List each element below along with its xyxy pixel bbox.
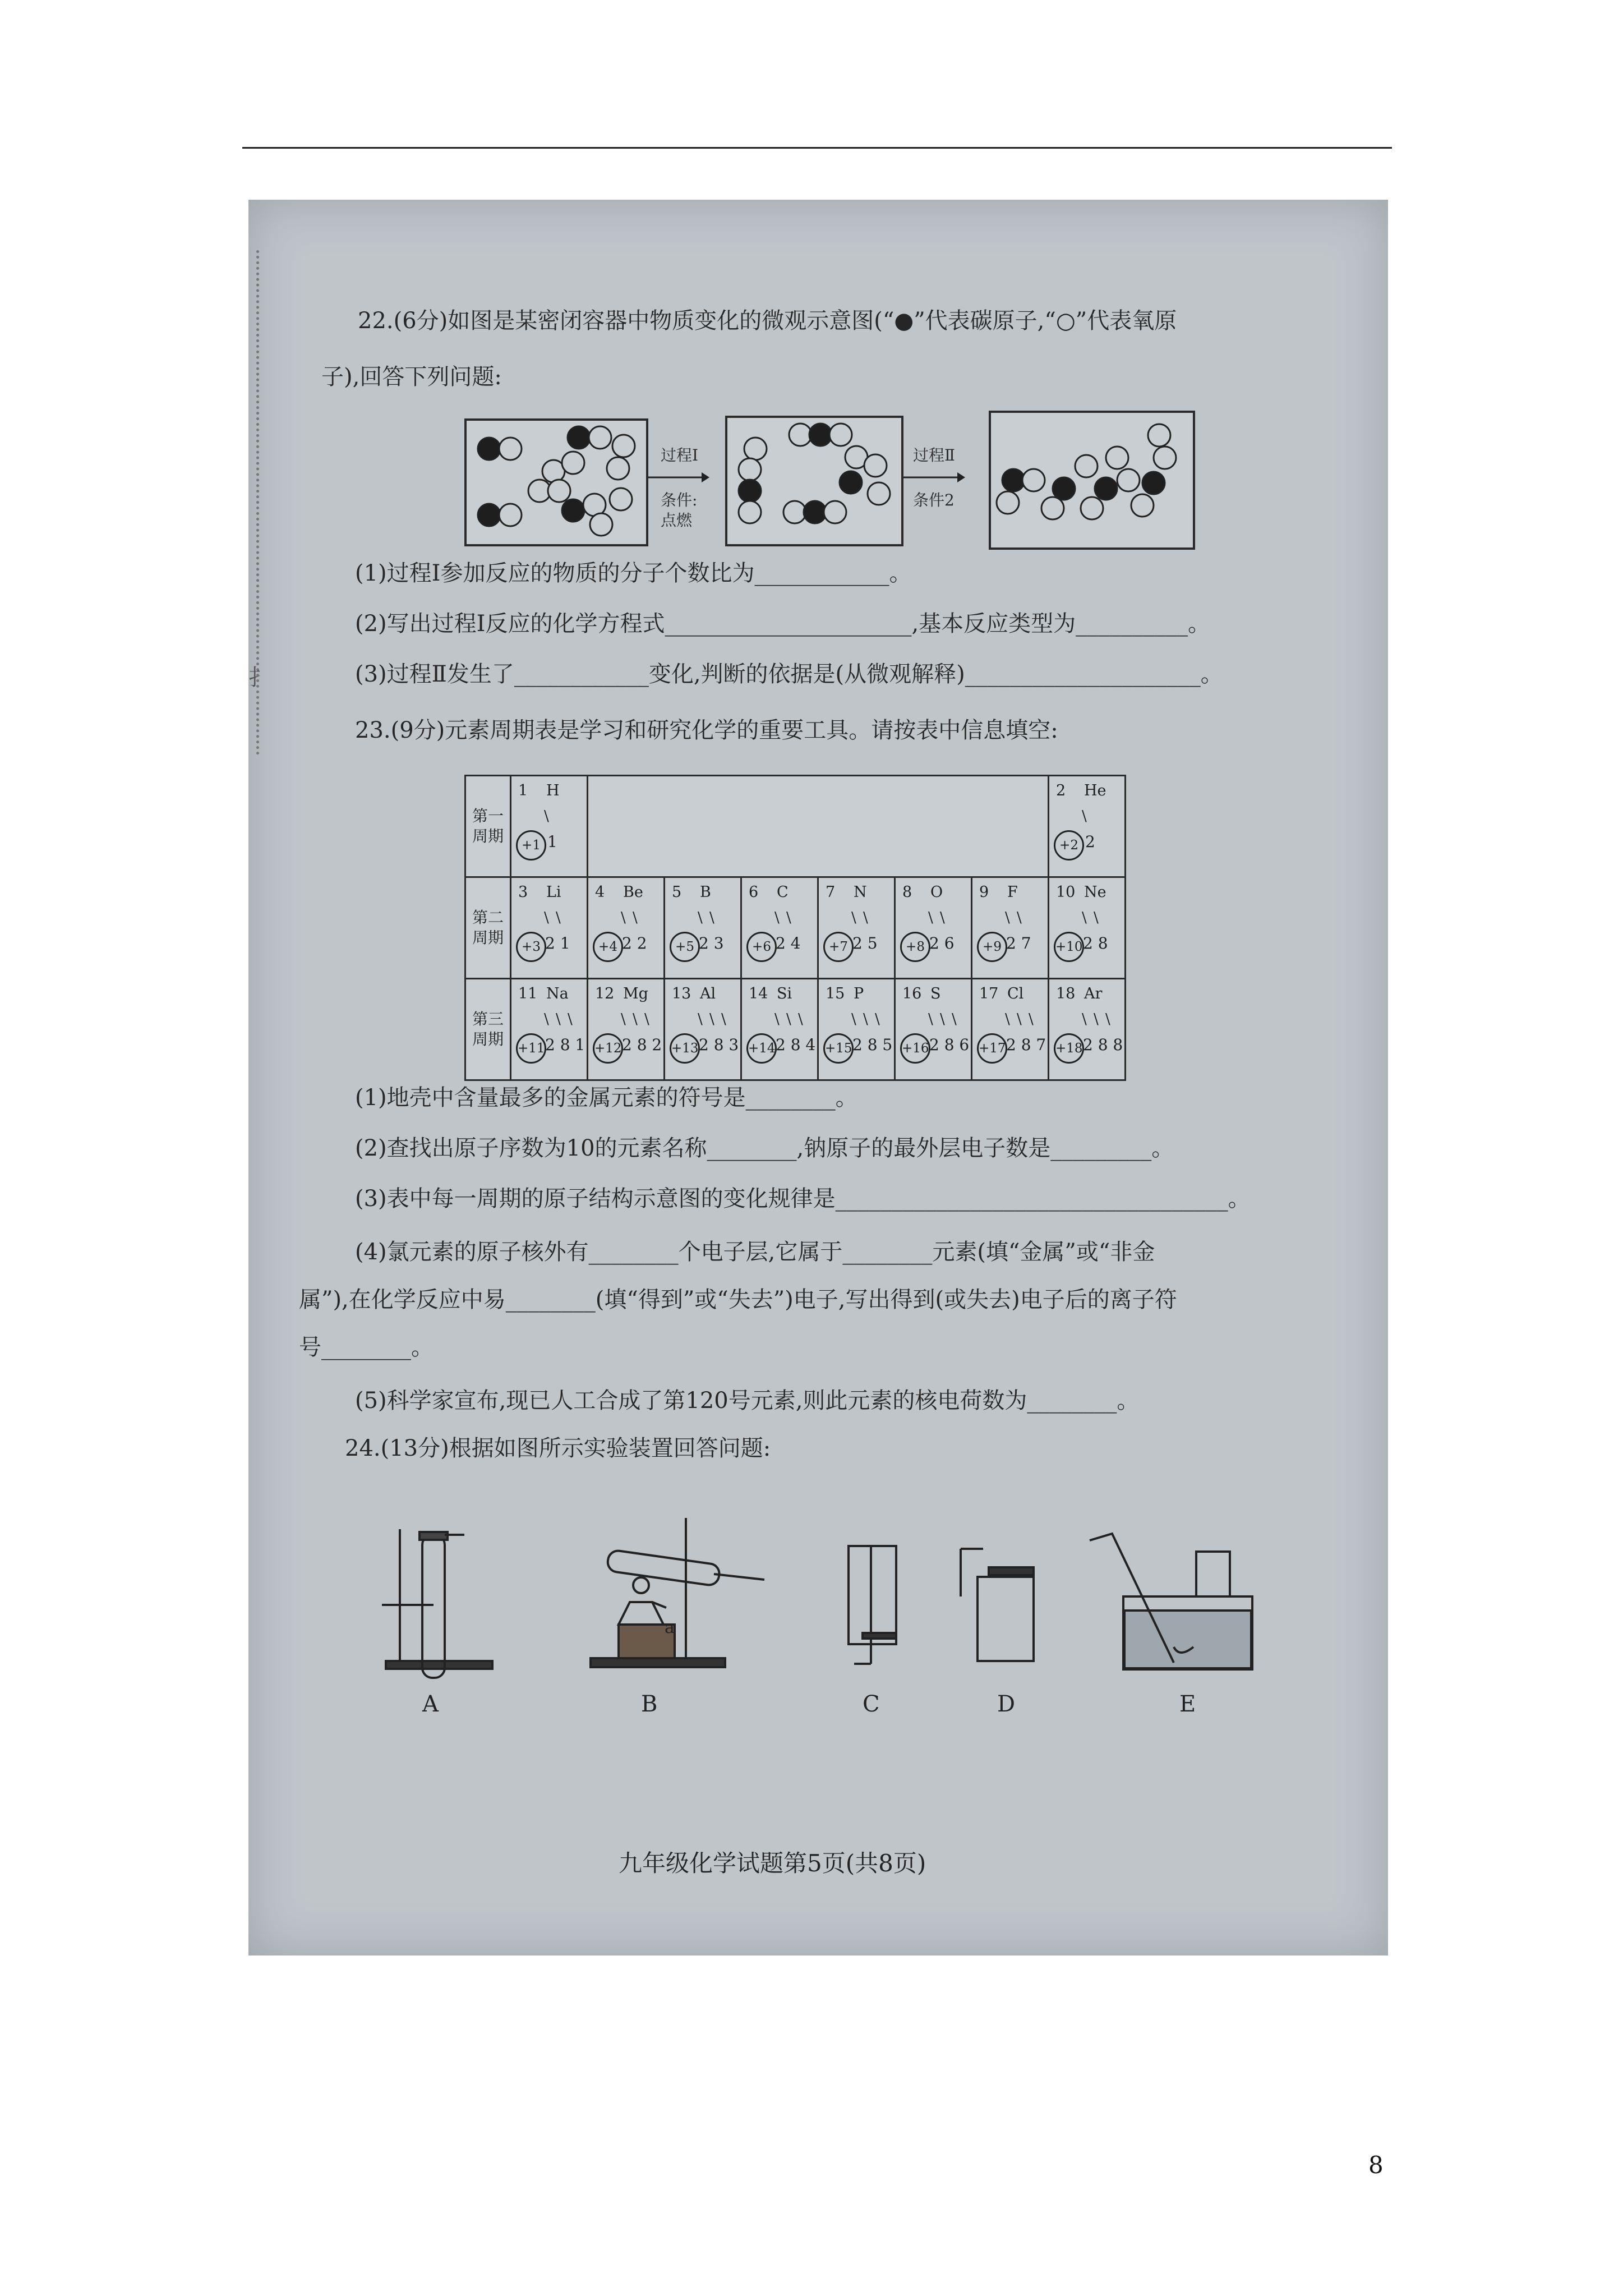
shell-arcs: \ \ \ bbox=[621, 1011, 651, 1028]
arrow-process1 bbox=[648, 469, 709, 486]
apparatus-b bbox=[591, 1518, 764, 1667]
electron-shells: 2 8 5 bbox=[852, 1036, 893, 1054]
shell-arcs: \ \ \ bbox=[698, 1011, 727, 1028]
period-row-2 bbox=[465, 877, 1126, 979]
state-after-box bbox=[989, 411, 1195, 550]
electron-shells: 2 8 8 bbox=[1083, 1036, 1123, 1054]
atomic-number: 3 bbox=[518, 884, 528, 901]
nucleus-charge: +2 bbox=[1054, 830, 1084, 861]
element-symbol: Cl bbox=[1007, 985, 1024, 1002]
shell-arcs: \ \ \ bbox=[851, 1011, 881, 1028]
nucleus-charge: +4 bbox=[593, 932, 623, 962]
element-cell bbox=[511, 877, 588, 979]
element-cell bbox=[818, 979, 895, 1080]
element-symbol: Si bbox=[777, 985, 792, 1002]
electron-shells: 2 7 bbox=[1006, 934, 1031, 953]
electron-shells: 2 8 1 bbox=[545, 1036, 585, 1054]
q23-sub4-line1: (4)氯元素的原子核外有________个电子层,它属于________元素(填“金属”或“非金 bbox=[355, 1239, 1155, 1265]
scanned-exam-page bbox=[248, 200, 1388, 1955]
q23-sub1: (1)地壳中含量最多的金属元素的符号是________。 bbox=[355, 1085, 858, 1111]
period-row-3 bbox=[465, 979, 1126, 1080]
element-symbol: Na bbox=[546, 985, 569, 1002]
electron-shells: 2 8 2 bbox=[622, 1036, 662, 1054]
electron-shells: 2 4 bbox=[776, 934, 801, 953]
q23-sub3: (3)表中每一周期的原子结构示意图的变化规律是___________________________________。 bbox=[355, 1186, 1251, 1212]
q24-intro: 24.(13分)根据如图所示实验装置回答问题: bbox=[345, 1435, 771, 1461]
element-symbol: Ne bbox=[1084, 884, 1106, 901]
element-cell bbox=[1049, 776, 1126, 877]
nucleus-charge: +11 bbox=[516, 1033, 546, 1064]
electron-shells: 2 8 4 bbox=[776, 1036, 816, 1054]
atomic-number: 16 bbox=[902, 985, 922, 1002]
q22-line1: 22.(6分)如图是某密闭容器中物质变化的微观示意图(“●”代表碳原子,“○”代表氧原 bbox=[358, 308, 1177, 334]
electron-shells: 2 6 bbox=[929, 934, 955, 953]
element-symbol: O bbox=[930, 884, 943, 901]
nucleus-charge: +6 bbox=[746, 932, 777, 962]
atomic-number: 14 bbox=[749, 985, 768, 1002]
apparatus-a bbox=[382, 1529, 492, 1678]
atomic-number: 10 bbox=[1056, 884, 1076, 901]
atomic-number: 17 bbox=[979, 985, 999, 1002]
atomic-number: 8 bbox=[902, 884, 912, 901]
electron-shells: 2 1 bbox=[545, 934, 570, 953]
binding-mark: 扌 bbox=[248, 665, 271, 691]
shell-arcs: \ \ bbox=[774, 909, 792, 926]
element-cell bbox=[1049, 877, 1126, 979]
page-number: 8 bbox=[1368, 2151, 1384, 2179]
process1-condition-b: 点燃 bbox=[661, 511, 693, 530]
element-cell bbox=[588, 979, 665, 1080]
element-symbol: Al bbox=[700, 985, 716, 1002]
atomic-number: 4 bbox=[595, 884, 605, 901]
periodic-table bbox=[464, 775, 1126, 1081]
period1-gap bbox=[588, 776, 1049, 877]
apparatus-e bbox=[1090, 1534, 1252, 1669]
period-label: 第三周期 bbox=[465, 979, 511, 1080]
atomic-number: 6 bbox=[749, 884, 759, 901]
process1-label: 过程Ⅰ bbox=[661, 446, 699, 464]
q23-sub4-line2: 属”),在化学反应中易________(填“得到”或“失去”)电子,写出得到(或失去)电子后的离子符 bbox=[299, 1287, 1177, 1313]
nucleus-charge: +7 bbox=[823, 932, 854, 962]
electron-shells: 2 8 7 bbox=[1006, 1036, 1046, 1054]
electron-shells: 2 3 bbox=[699, 934, 724, 953]
q23-intro: 23.(9分)元素周期表是学习和研究化学的重要工具。请按表中信息填空: bbox=[355, 717, 1058, 743]
atomic-number: 5 bbox=[672, 884, 682, 901]
shell-arcs: \ \ bbox=[1005, 909, 1023, 926]
nucleus-charge: +1 bbox=[516, 830, 546, 861]
apparatus-figure bbox=[248, 1518, 1388, 1754]
element-cell bbox=[972, 877, 1049, 979]
shell-arcs: \ bbox=[544, 808, 550, 825]
nucleus-charge: +5 bbox=[670, 932, 700, 962]
nucleus-charge: +16 bbox=[900, 1033, 930, 1064]
element-symbol: S bbox=[930, 985, 941, 1002]
electron-shells: 2 bbox=[1085, 832, 1095, 851]
element-cell bbox=[1049, 979, 1126, 1080]
shell-arcs: \ \ \ bbox=[1005, 1011, 1035, 1028]
electron-shells: 2 5 bbox=[852, 934, 878, 953]
element-cell bbox=[511, 776, 588, 877]
element-symbol: F bbox=[1007, 884, 1018, 901]
element-cell bbox=[895, 979, 972, 1080]
electron-shells: 2 2 bbox=[622, 934, 647, 953]
state-before-box bbox=[464, 418, 648, 546]
element-cell bbox=[741, 877, 818, 979]
element-symbol: Li bbox=[546, 884, 561, 901]
element-symbol: H bbox=[546, 782, 560, 799]
apparatus-c bbox=[849, 1546, 896, 1664]
arrow-process2 bbox=[903, 469, 965, 486]
atomic-number: 13 bbox=[672, 985, 691, 1002]
element-symbol: Be bbox=[623, 884, 643, 901]
shell-arcs: \ \ bbox=[928, 909, 946, 926]
element-symbol: B bbox=[700, 884, 711, 901]
q23-sub2: (2)查找出原子序数为10的元素名称________,钠原子的最外层电子数是_________。 bbox=[355, 1135, 1174, 1161]
nucleus-charge: +9 bbox=[977, 932, 1007, 962]
atomic-number: 2 bbox=[1056, 782, 1066, 799]
atomic-number: 11 bbox=[518, 985, 538, 1002]
atomic-number: 12 bbox=[595, 985, 615, 1002]
nucleus-charge: +8 bbox=[900, 932, 930, 962]
electron-shells: 2 8 bbox=[1083, 934, 1108, 953]
period-label: 第二周期 bbox=[465, 877, 511, 979]
nucleus-charge: +18 bbox=[1054, 1033, 1084, 1064]
element-cell bbox=[741, 979, 818, 1080]
nucleus-charge: +17 bbox=[977, 1033, 1007, 1064]
atomic-number: 9 bbox=[979, 884, 989, 901]
nucleus-charge: +15 bbox=[823, 1033, 854, 1064]
page-footer: 九年级化学试题第5页(共8页) bbox=[619, 1849, 926, 1877]
shell-arcs: \ \ \ bbox=[774, 1011, 804, 1028]
q22-line2: 子),回答下列问题: bbox=[321, 364, 502, 390]
shell-arcs: \ \ bbox=[851, 909, 869, 926]
shell-arcs: \ \ bbox=[621, 909, 639, 926]
q23-sub5: (5)科学家宣布,现已人工合成了第120号元素,则此元素的核电荷数为________。 bbox=[355, 1388, 1140, 1414]
element-cell bbox=[818, 877, 895, 979]
process2-label: 过程Ⅱ bbox=[913, 446, 956, 464]
element-cell bbox=[588, 877, 665, 979]
nucleus-charge: +12 bbox=[593, 1033, 623, 1064]
period-row-1 bbox=[465, 776, 1126, 877]
burner-label: a bbox=[665, 1618, 675, 1637]
atomic-number: 7 bbox=[826, 884, 836, 901]
nucleus-charge: +13 bbox=[670, 1033, 700, 1064]
molecules-after bbox=[991, 413, 1193, 547]
atomic-number: 15 bbox=[826, 985, 845, 1002]
molecules-before bbox=[467, 421, 646, 544]
electron-shells: 2 8 6 bbox=[929, 1036, 970, 1054]
element-symbol: Mg bbox=[623, 985, 648, 1002]
label-e: E bbox=[1179, 1691, 1196, 1717]
label-d: D bbox=[997, 1691, 1016, 1717]
shell-arcs: \ \ \ bbox=[1082, 1011, 1112, 1028]
process2-condition: 条件2 bbox=[913, 491, 955, 509]
element-symbol: C bbox=[777, 884, 789, 901]
q23-sub4-line3: 号________。 bbox=[299, 1335, 434, 1360]
process1-condition-a: 条件: bbox=[661, 491, 698, 509]
shell-arcs: \ \ bbox=[1082, 909, 1100, 926]
nucleus-charge: +14 bbox=[746, 1033, 777, 1064]
element-symbol: P bbox=[854, 985, 864, 1002]
element-symbol: Ar bbox=[1084, 985, 1103, 1002]
period-label: 第一周期 bbox=[465, 776, 511, 877]
shell-arcs: \ \ bbox=[698, 909, 716, 926]
apparatus-d bbox=[961, 1549, 1034, 1661]
q22-sub3: (3)过程Ⅱ发生了____________变化,判断的依据是(从微观解释)_____________________。 bbox=[355, 661, 1223, 687]
electron-shells: 1 bbox=[547, 832, 557, 851]
element-cell bbox=[511, 979, 588, 1080]
q22-sub2: (2)写出过程Ⅰ反应的化学方程式______________________,基本反应类型为__________。 bbox=[355, 611, 1211, 637]
label-c: C bbox=[863, 1691, 880, 1717]
header-rule bbox=[242, 147, 1392, 149]
shell-arcs: \ \ bbox=[544, 909, 562, 926]
element-cell bbox=[895, 877, 972, 979]
atomic-number: 18 bbox=[1056, 985, 1076, 1002]
molecules-middle bbox=[727, 418, 901, 544]
electron-shells: 2 8 3 bbox=[699, 1036, 739, 1054]
q22-sub1: (1)过程Ⅰ参加反应的物质的分子个数比为____________。 bbox=[355, 560, 912, 586]
state-middle-box bbox=[725, 416, 903, 546]
element-cell bbox=[665, 877, 741, 979]
label-a: A bbox=[422, 1691, 439, 1717]
label-b: B bbox=[641, 1691, 658, 1717]
element-symbol: N bbox=[854, 884, 867, 901]
element-cell bbox=[972, 979, 1049, 1080]
shell-arcs: \ bbox=[1082, 808, 1088, 825]
element-cell bbox=[665, 979, 741, 1080]
shell-arcs: \ \ \ bbox=[544, 1011, 574, 1028]
nucleus-charge: +10 bbox=[1054, 932, 1084, 962]
element-symbol: He bbox=[1084, 782, 1106, 799]
shell-arcs: \ \ \ bbox=[928, 1011, 958, 1028]
atomic-number: 1 bbox=[518, 782, 528, 799]
nucleus-charge: +3 bbox=[516, 932, 546, 962]
